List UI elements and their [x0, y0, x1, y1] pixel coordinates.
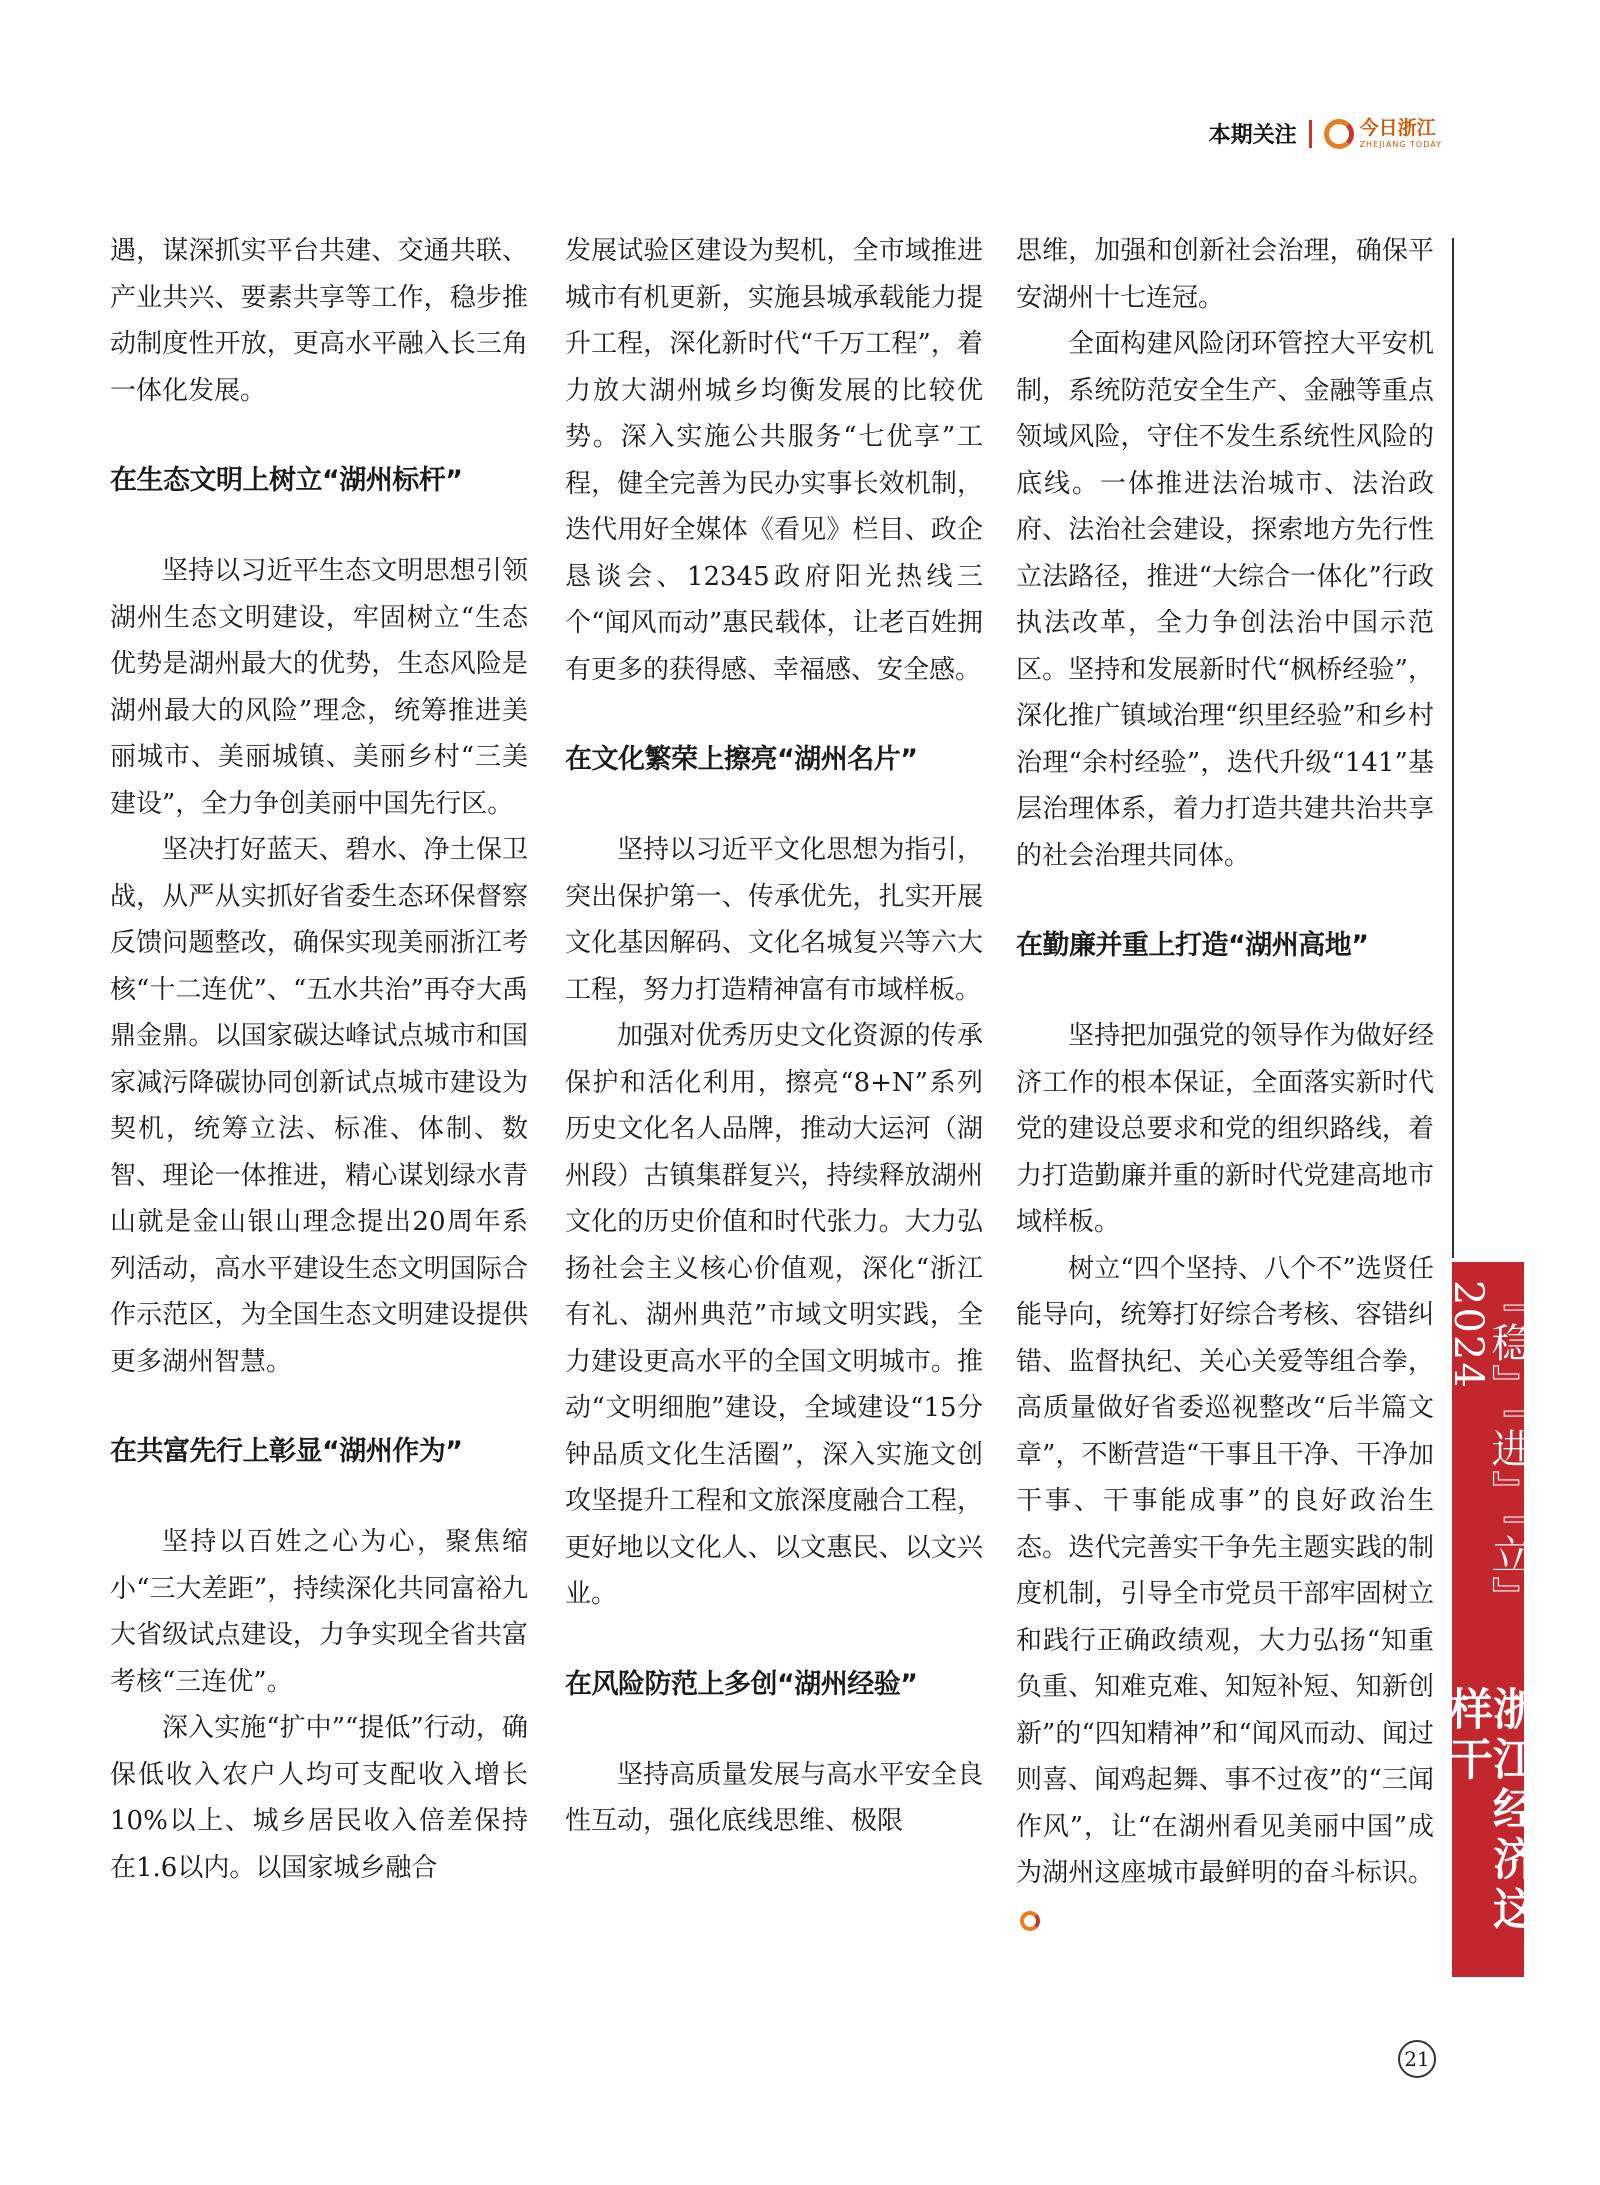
- paragraph: 树立“四个坚持、八个不”选贤任能导向，统筹打好综合考核、容错纠错、监督执纪、关心关爱等组合拳，高质量做好省委巡视整改“后半篇文章”，不断营造“干事且干净、干净加干事、干事能成事”的良好政治生态。迭代完善实干争先主题实践的制度机制，引导全市党员干部牢固树立和践行正确政绩观，大力弘扬“知重负重、知难克难、知短补短、知新创新”的“四知精神”和“闻风而动、闻过则喜、闻鸡起舞、事不过夜”的“三闻作风”，让“在湖州看见美丽中国”成为湖州这座城市最鲜明的奋斗标识。: [1016, 1246, 1434, 1944]
- paragraph: 全面构建风险闭环管控大平安机制，系统防范安全生产、金融等重点领域风险，守住不发生系统性风险的底线。一体推进法治城市、法治政府、法治社会建设，探索地方先行性立法路径，推进“大综合一体化”行政执法改革，全力争创法治中国示范区。坚持和发展新时代“枫桥经验”，深化推广镇域治理“织里经验”和乡村治理“余村经验”，迭代升级“141”基层治理体系，着力打造共建共治共享的社会治理共同体。: [1016, 329, 1434, 871]
- magazine-logo: [1324, 116, 1442, 149]
- paragraph: 坚持以百姓之心为心，聚焦缩小“三大差距”，持续深化共同富裕九大省级试点建设，力争实现全省共富考核“三连优”。: [110, 1527, 528, 1697]
- section-heading: 在生态文明上树立“湖州标杆”: [110, 465, 463, 496]
- section-heading: 在风险防范上多创“湖州经验”: [565, 1668, 918, 1700]
- section-heading: 在勤廉并重上打造“湖州高地”: [1016, 930, 1369, 961]
- section-label: 本期关注: [1208, 123, 1297, 148]
- paragraph: 坚持以习近平生态文明思想引领湖州生态文明建设，牢固树立“生态优势是湖州最大的优势，生态风险是湖州最大的风险”理念，统筹推进美丽城市、美丽城镇、美丽乡村“三美建设”，全力争创美丽中国先行区。: [110, 556, 528, 819]
- paragraph: 思维，加强和创新社会治理，确保平安湖州十七连冠。: [1016, 236, 1434, 313]
- article-column-2: [565, 228, 983, 1845]
- article-column-3: [1016, 228, 1434, 1943]
- logo-swirl-icon: [1324, 119, 1354, 149]
- section-heading: 在文化繁荣上擦亮“湖州名片”: [565, 744, 918, 775]
- header-divider: [1309, 120, 1312, 148]
- section-heading: 在共富先行上彰显“湖州作为”: [110, 1436, 463, 1467]
- paragraph: 坚持高质量发展与高水平安全良性互动，强化底线思维、极限: [565, 1759, 983, 1836]
- logo-text: [1359, 116, 1442, 149]
- page-header: [1209, 118, 1442, 149]
- paragraph: 坚决打好蓝天、碧水、净土保卫战，从严从实抓好省委生态环保督察反馈问题整改，确保实现美丽浙江考核“十二连优”、“五水共治”再夺大禹鼎金鼎。以国家碳达峰试点城市和国家减污降碳协同创新试点城市建设为契机，统筹立法、标准、体制、数智、理论一体推进，精心谋划绿水青山就是金山银山理念提出20周年系列活动，高水平建设生态文明国际合作示范区，为全国生态文明建设提供更多湖州智慧。: [110, 835, 528, 1377]
- paragraph: 发展试验区建设为契机，全市域推进城市有机更新，实施县城承载能力提升工程，深化新时代“千万工程”，着力放大湖州城乡均衡发展的比较优势。深入实施公共服务“七优享”工程，健全完善为民办实事长效机制，迭代用好全媒体《看见》栏目、政企恳谈会、12345政府阳光热线三个“闻风而动”惠民载体，让老百姓拥有更多的获得感、幸福感、安全感。: [565, 236, 983, 685]
- series-banner: [1441, 1262, 1536, 1977]
- logo-subtitle: ZHEJIANG TODAY: [1359, 139, 1442, 149]
- paragraph: 坚持把加强党的领导作为做好经济工作的根本保证，全面落实新时代党的建设总要求和党的组织路线，着力打造勤廉并重的新时代党建高地市域样板。: [1016, 1021, 1434, 1237]
- side-rule: [1452, 238, 1454, 1258]
- article-column-1: [110, 228, 528, 1891]
- page-number: 21: [1398, 2040, 1436, 2078]
- paragraph: 加强对优秀历史文化资源的传承保护和活化利用，擦亮“8+N”系列历史文化名人品牌，推动大运河（湖州段）古镇集群复兴，持续释放湖州文化的历史价值和时代张力。大力弘扬社会主义核心价值观，深化“浙江有礼、湖州典范”市域文明实践，全力建设更高水平的全国文明城市。推动“文明细胞”建设，全域建设“15分钟品质文化生活圈”，深入实施文创攻坚提升工程和文旅深度融合工程，更好地以文化人、以文惠民、以文兴业。: [565, 1021, 983, 1609]
- paragraph: 遇，谋深抓实平台共建、交通共联、产业共兴、要素共享等工作，稳步推动制度性开放，更高水平融入长三角一体化发展。: [110, 236, 528, 406]
- paragraph: 深入实施“扩中”“提低”行动，确保低收入农户人均可支配收入增长10%以上、城乡居民收入倍差保持在1.6以内。以国家城乡融合: [110, 1713, 528, 1883]
- banner-slogan: 『稳』『进』『立』2024: [1445, 1280, 1531, 1618]
- banner-subtitle: 浙江经济这样干: [1441, 1686, 1536, 1937]
- end-mark-icon: [1020, 1911, 1040, 1931]
- paragraph: 坚持以习近平文化思想为指引，突出保护第一、传承优先，扎实开展文化基因解码、文化名城复兴等六大工程，努力打造精神富有市域样板。: [565, 835, 983, 1005]
- logo-title: 今日浙江: [1359, 116, 1436, 139]
